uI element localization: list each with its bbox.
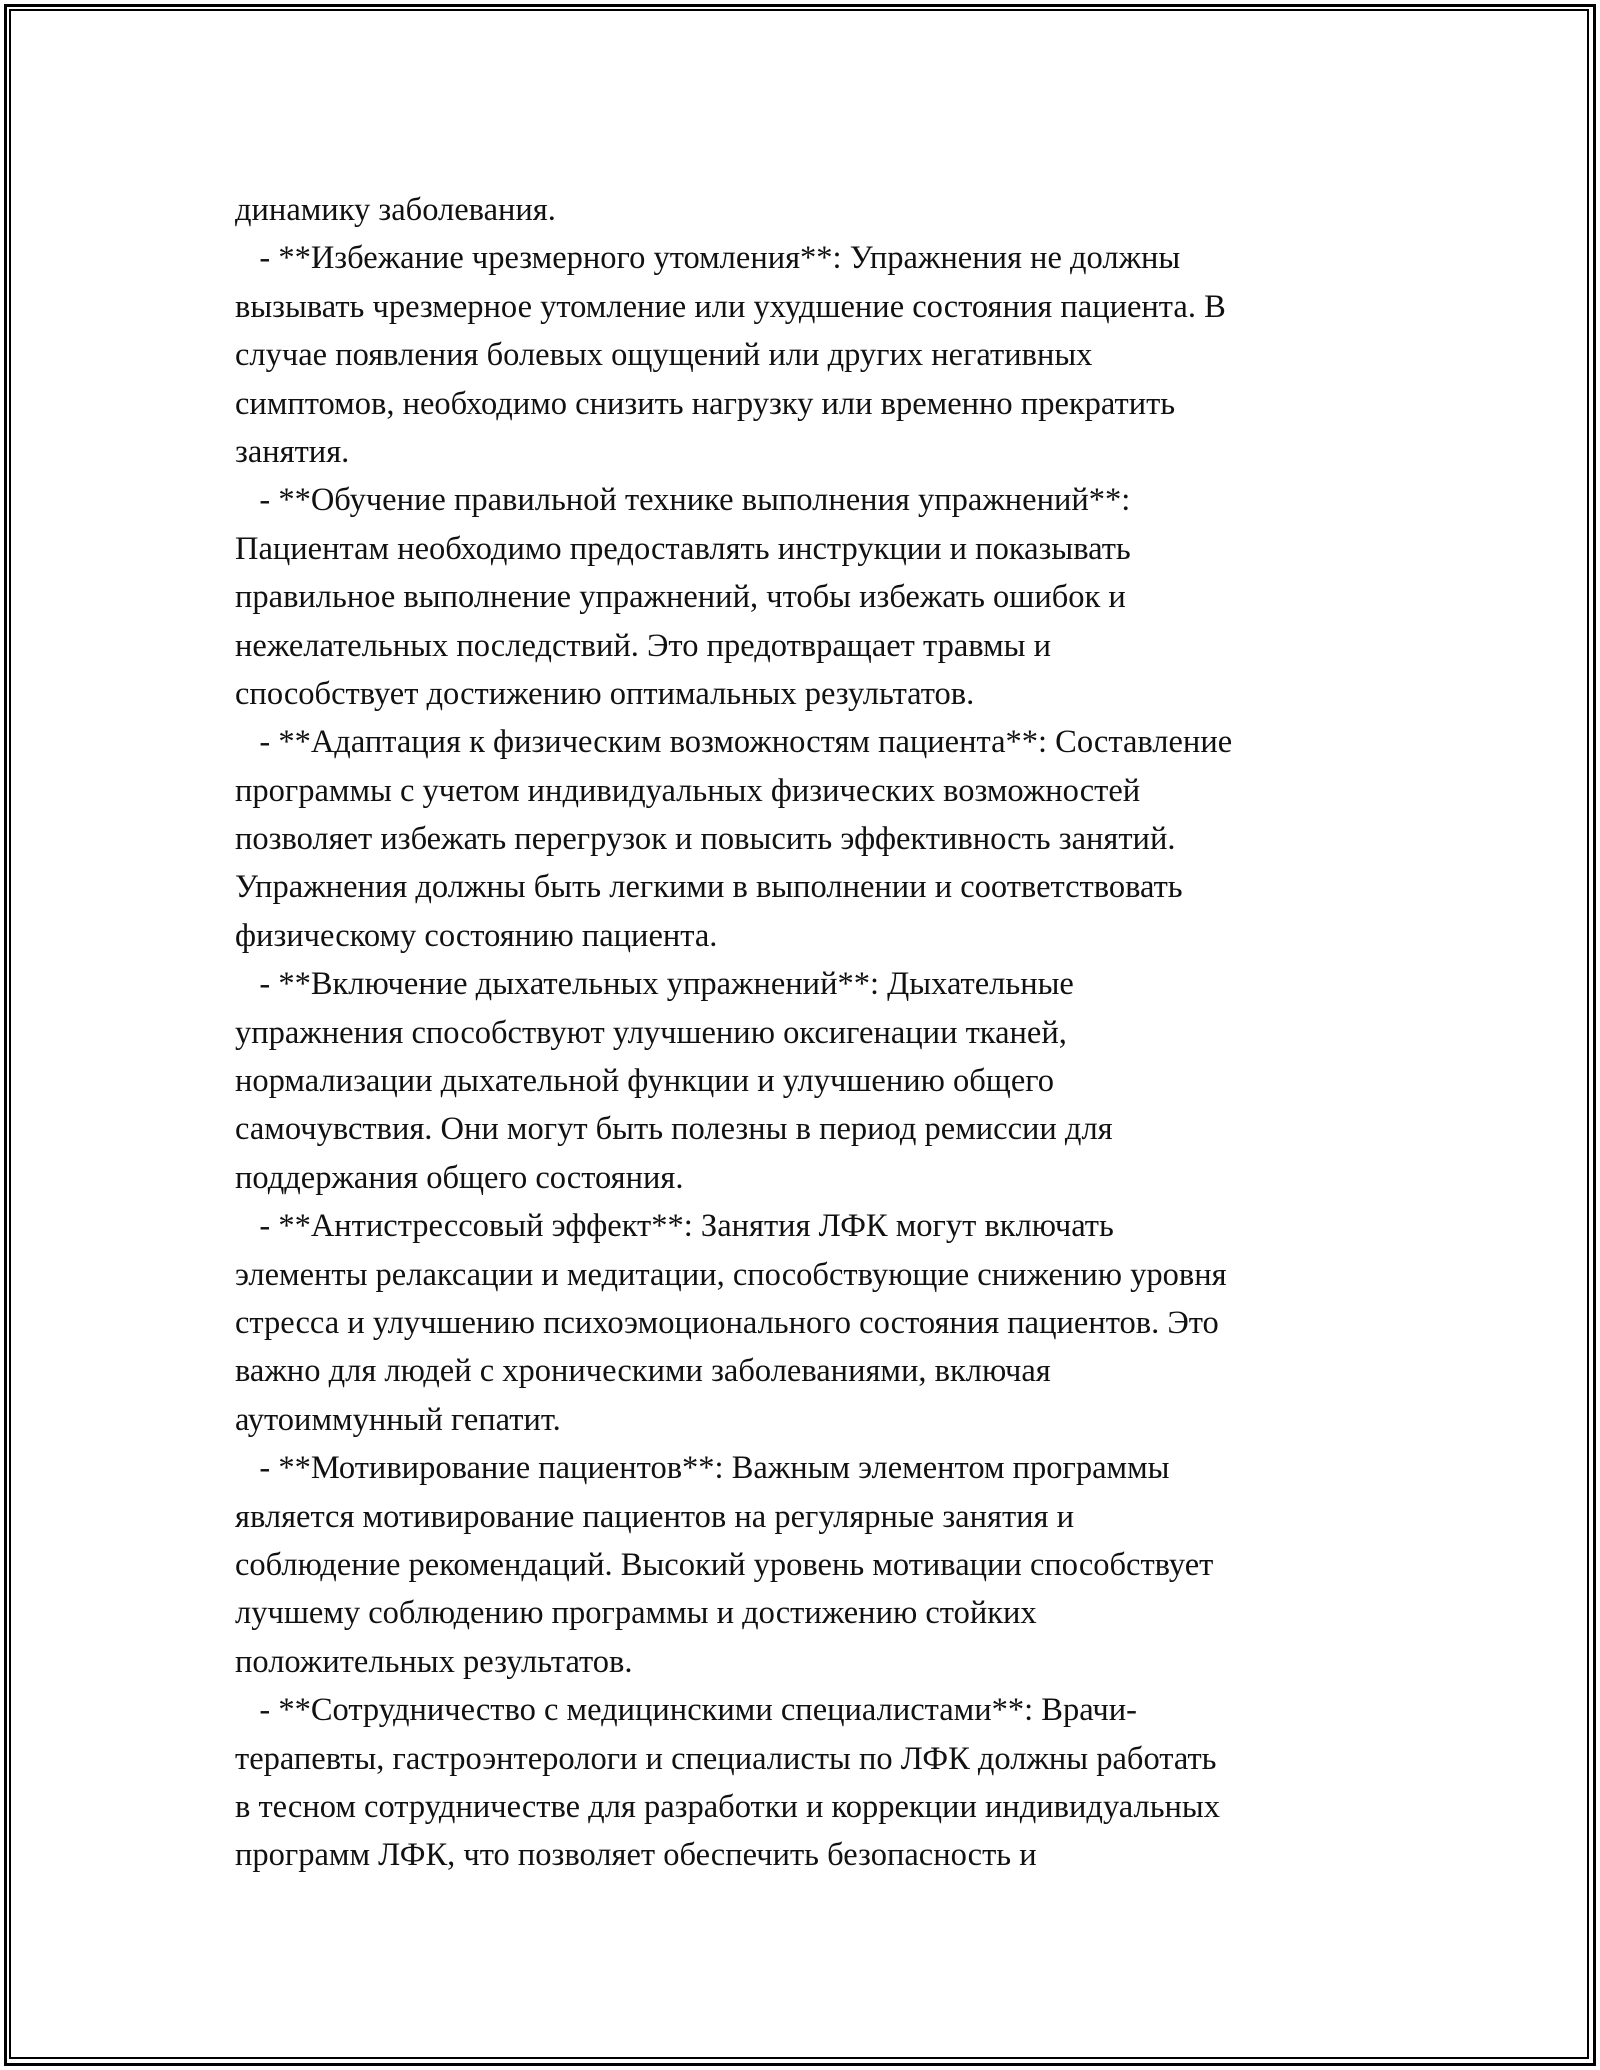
text-line: положительных результатов. — [235, 1643, 633, 1680]
text-line: вызывать чрезмерное утомление или ухудшение состояния пациента. В — [235, 288, 1226, 325]
text-line: стресса и улучшению психоэмоционального состояния пациентов. Это — [235, 1304, 1219, 1341]
text-line: - **Адаптация к физическим возможностям пациента**: Составление — [235, 724, 1233, 761]
text-line: позволяет избежать перегрузок и повысить эффективность занятий. — [235, 821, 1176, 858]
text-line: элементы релаксации и медитации, способствующие снижению уровня — [235, 1256, 1227, 1293]
text-line: программы с учетом индивидуальных физических возможностей — [235, 772, 1141, 809]
text-line: Пациентам необходимо предоставлять инструкции и показывать — [235, 530, 1131, 567]
text-line: способствует достижению оптимальных результатов. — [235, 675, 975, 712]
text-line: физическому состоянию пациента. — [235, 917, 718, 954]
text-line: занятия. — [235, 433, 350, 470]
text-line: лучшему соблюдению программы и достижению стойких — [235, 1595, 1037, 1632]
text-line: важно для людей с хроническими заболеваниями, включая — [235, 1353, 1051, 1390]
text-line: Упражнения должны быть легкими в выполнении и соответствовать — [235, 869, 1183, 906]
text-line: упражнения способствуют улучшению оксигенации тканей, — [235, 1014, 1067, 1051]
text-line: нормализации дыхательной функции и улучшению общего — [235, 1063, 1055, 1100]
text-line: динамику заболевания. — [235, 192, 556, 228]
text-line: терапевты, гастроэнтерологи и специалисты по ЛФК должны работать — [235, 1740, 1217, 1777]
text-line: - **Обучение правильной технике выполнения упражнений**: — [235, 482, 1131, 519]
text-line: правильное выполнение упражнений, чтобы избежать ошибок и — [235, 579, 1126, 616]
text-line: - **Антистрессовый эффект**: Занятия ЛФК могут включать — [235, 1208, 1114, 1245]
text-line: является мотивирование пациентов на регулярные занятия и — [235, 1498, 1075, 1535]
text-line: самочувствия. Они могут быть полезны в период ремиссии для — [235, 1111, 1113, 1148]
text-line: случае появления болевых ощущений или других негативных — [235, 337, 1093, 374]
text-line: - **Мотивирование пациентов**: Важным элементом программы — [235, 1450, 1170, 1487]
document-body — [235, 186, 1385, 1880]
text-line: - **Избежание чрезмерного утомления**: Упражнения не должны — [235, 240, 1181, 277]
text-line: - **Сотрудничество с медицинскими специалистами**: Врачи- — [235, 1692, 1137, 1729]
text-line: программ ЛФК, что позволяет обеспечить безопасность и — [235, 1837, 1037, 1874]
text-line: нежелательных последствий. Это предотвращает травмы и — [235, 627, 1051, 664]
text-line: симптомов, необходимо снизить нагрузку или временно прекратить — [235, 385, 1176, 422]
text-line: в тесном сотрудничестве для разработки и коррекции индивидуальных — [235, 1788, 1220, 1825]
text-line: соблюдение рекомендаций. Высокий уровень мотивации способствует — [235, 1546, 1214, 1583]
text-line: поддержания общего состояния. — [235, 1159, 684, 1196]
text-line: - **Включение дыхательных упражнений**: Дыхательные — [235, 966, 1074, 1003]
text-line: аутоиммунный гепатит. — [235, 1401, 561, 1438]
